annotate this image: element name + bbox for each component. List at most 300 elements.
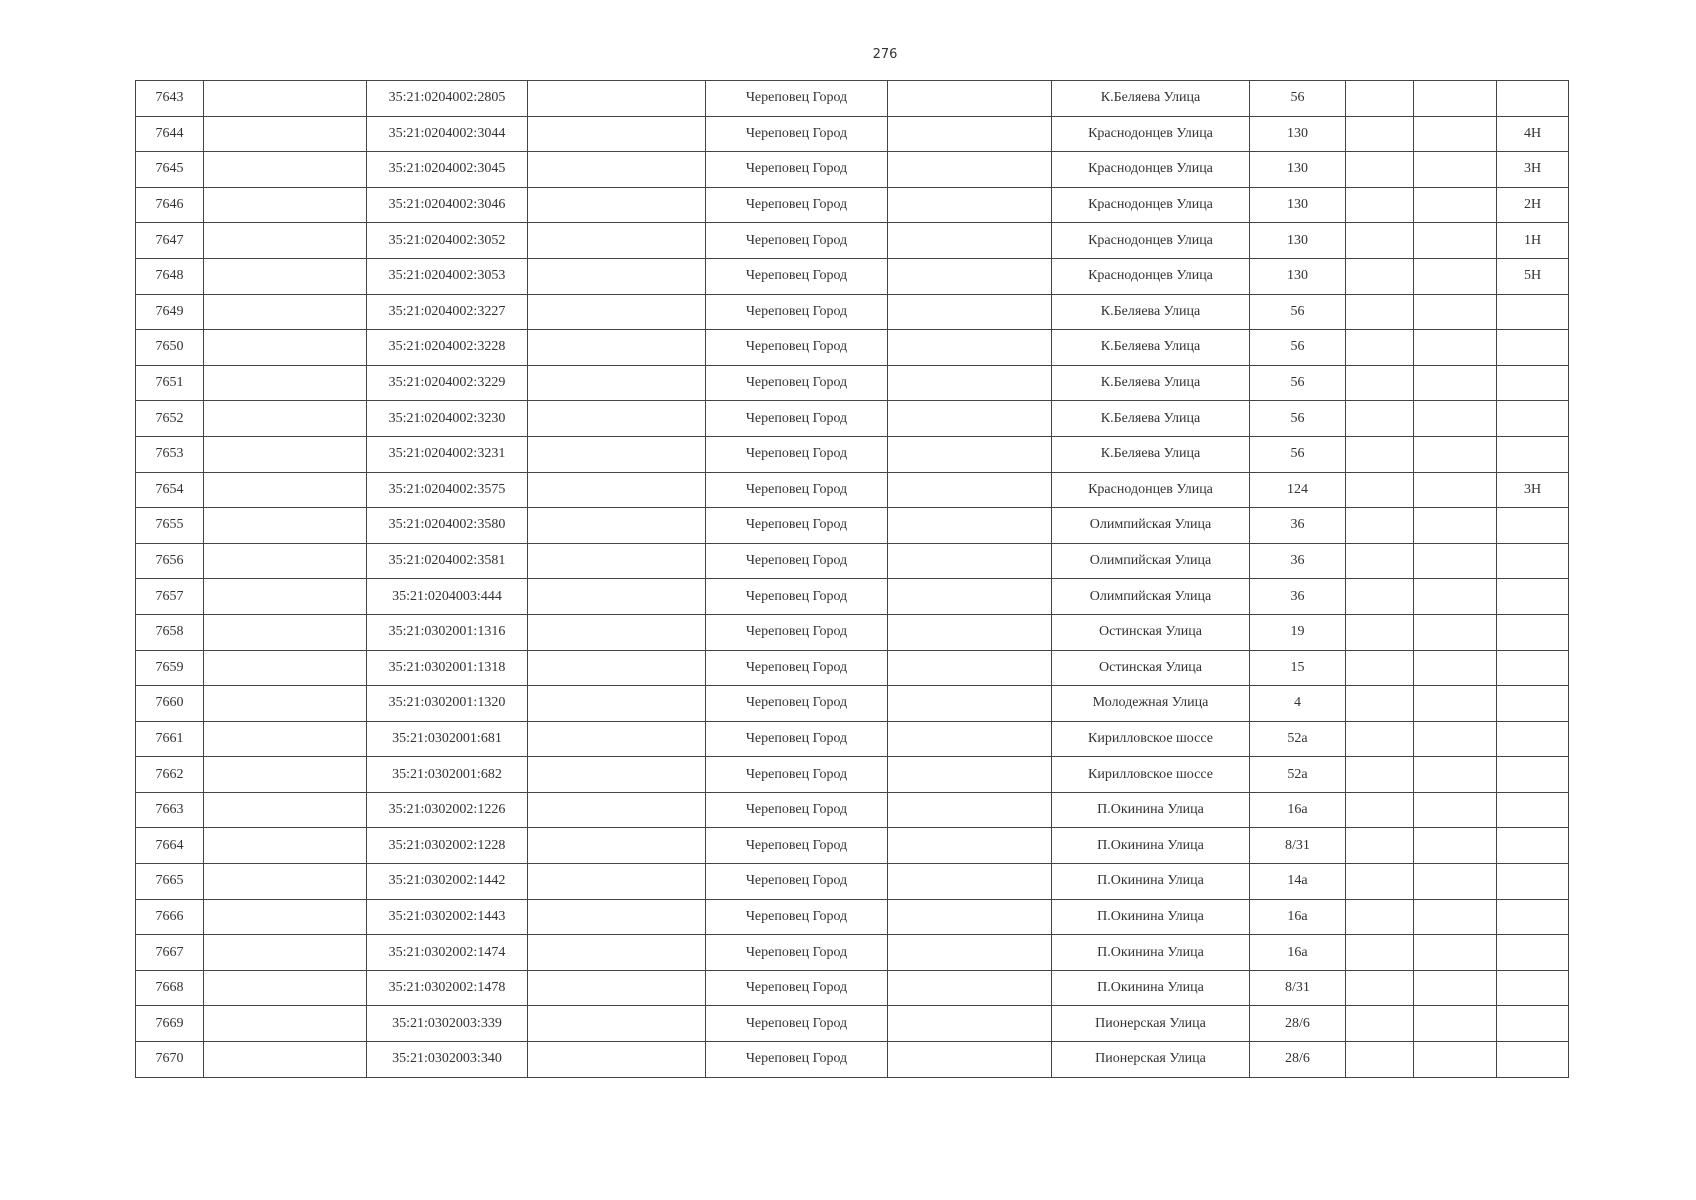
house-number-cell: 8/31 bbox=[1250, 828, 1346, 864]
empty-cell bbox=[528, 543, 706, 579]
street-cell: П.Окинина Улица bbox=[1052, 792, 1250, 828]
premises-cell bbox=[1497, 508, 1569, 544]
row-number-cell: 7658 bbox=[136, 614, 204, 650]
empty-cell bbox=[204, 970, 367, 1006]
row-number-cell: 7670 bbox=[136, 1042, 204, 1078]
premises-cell bbox=[1497, 614, 1569, 650]
table-row bbox=[136, 614, 1569, 650]
premises-cell bbox=[1497, 864, 1569, 900]
empty-cell bbox=[1346, 116, 1414, 152]
empty-cell bbox=[528, 472, 706, 508]
table-row bbox=[136, 721, 1569, 757]
street-cell: Кирилловское шоссе bbox=[1052, 721, 1250, 757]
cadastral-number-cell: 35:21:0204002:3044 bbox=[367, 116, 528, 152]
street-cell: Краснодонцев Улица bbox=[1052, 258, 1250, 294]
empty-cell bbox=[888, 258, 1052, 294]
empty-cell bbox=[1414, 543, 1497, 579]
house-number-cell: 130 bbox=[1250, 152, 1346, 188]
city-cell: Череповец Город bbox=[706, 472, 888, 508]
empty-cell bbox=[888, 294, 1052, 330]
table-row bbox=[136, 330, 1569, 366]
street-cell: К.Беляева Улица bbox=[1052, 365, 1250, 401]
city-cell: Череповец Город bbox=[706, 899, 888, 935]
street-cell: Молодежная Улица bbox=[1052, 686, 1250, 722]
house-number-cell: 16а bbox=[1250, 899, 1346, 935]
street-cell: Краснодонцев Улица bbox=[1052, 116, 1250, 152]
empty-cell bbox=[888, 81, 1052, 117]
empty-cell bbox=[888, 330, 1052, 366]
city-cell: Череповец Город bbox=[706, 223, 888, 259]
empty-cell bbox=[1414, 935, 1497, 971]
table-row bbox=[136, 935, 1569, 971]
empty-cell bbox=[888, 436, 1052, 472]
empty-cell bbox=[1346, 187, 1414, 223]
cadastral-number-cell: 35:21:0204002:3575 bbox=[367, 472, 528, 508]
empty-cell bbox=[204, 935, 367, 971]
empty-cell bbox=[528, 508, 706, 544]
empty-cell bbox=[888, 472, 1052, 508]
empty-cell bbox=[1414, 116, 1497, 152]
row-number-cell: 7667 bbox=[136, 935, 204, 971]
house-number-cell: 36 bbox=[1250, 579, 1346, 615]
empty-cell bbox=[204, 365, 367, 401]
city-cell: Череповец Город bbox=[706, 187, 888, 223]
house-number-cell: 56 bbox=[1250, 330, 1346, 366]
empty-cell bbox=[1414, 864, 1497, 900]
city-cell: Череповец Город bbox=[706, 116, 888, 152]
table-row bbox=[136, 401, 1569, 437]
row-number-cell: 7646 bbox=[136, 187, 204, 223]
cadastral-number-cell: 35:21:0302001:681 bbox=[367, 721, 528, 757]
empty-cell bbox=[528, 330, 706, 366]
empty-cell bbox=[1414, 792, 1497, 828]
empty-cell bbox=[1346, 294, 1414, 330]
house-number-cell: 56 bbox=[1250, 401, 1346, 437]
house-number-cell: 56 bbox=[1250, 81, 1346, 117]
house-number-cell: 124 bbox=[1250, 472, 1346, 508]
empty-cell bbox=[888, 757, 1052, 793]
empty-cell bbox=[1346, 579, 1414, 615]
empty-cell bbox=[1346, 792, 1414, 828]
table-row bbox=[136, 686, 1569, 722]
empty-cell bbox=[888, 508, 1052, 544]
premises-cell bbox=[1497, 543, 1569, 579]
empty-cell bbox=[204, 152, 367, 188]
city-cell: Череповец Город bbox=[706, 721, 888, 757]
empty-cell bbox=[528, 1006, 706, 1042]
table-row bbox=[136, 436, 1569, 472]
cadastral-number-cell: 35:21:0204002:3046 bbox=[367, 187, 528, 223]
premises-cell bbox=[1497, 828, 1569, 864]
empty-cell bbox=[1346, 899, 1414, 935]
table-row bbox=[136, 828, 1569, 864]
premises-cell bbox=[1497, 365, 1569, 401]
row-number-cell: 7649 bbox=[136, 294, 204, 330]
row-number-cell: 7655 bbox=[136, 508, 204, 544]
street-cell: Краснодонцев Улица bbox=[1052, 223, 1250, 259]
empty-cell bbox=[888, 187, 1052, 223]
empty-cell bbox=[204, 792, 367, 828]
row-number-cell: 7660 bbox=[136, 686, 204, 722]
cadastral-number-cell: 35:21:0302002:1442 bbox=[367, 864, 528, 900]
premises-cell bbox=[1497, 721, 1569, 757]
empty-cell bbox=[528, 152, 706, 188]
city-cell: Череповец Город bbox=[706, 436, 888, 472]
house-number-cell: 15 bbox=[1250, 650, 1346, 686]
cadastral-number-cell: 35:21:0204002:3581 bbox=[367, 543, 528, 579]
empty-cell bbox=[1414, 365, 1497, 401]
empty-cell bbox=[888, 686, 1052, 722]
empty-cell bbox=[888, 899, 1052, 935]
city-cell: Череповец Город bbox=[706, 614, 888, 650]
house-number-cell: 130 bbox=[1250, 116, 1346, 152]
cadastral-number-cell: 35:21:0204002:3228 bbox=[367, 330, 528, 366]
row-number-cell: 7662 bbox=[136, 757, 204, 793]
row-number-cell: 7650 bbox=[136, 330, 204, 366]
cadastral-number-cell: 35:21:0302002:1443 bbox=[367, 899, 528, 935]
empty-cell bbox=[204, 757, 367, 793]
row-number-cell: 7668 bbox=[136, 970, 204, 1006]
premises-cell: 4Н bbox=[1497, 116, 1569, 152]
street-cell: Пионерская Улица bbox=[1052, 1042, 1250, 1078]
empty-cell bbox=[1346, 436, 1414, 472]
house-number-cell: 52а bbox=[1250, 757, 1346, 793]
empty-cell bbox=[528, 721, 706, 757]
city-cell: Череповец Город bbox=[706, 365, 888, 401]
empty-cell bbox=[528, 223, 706, 259]
table-row bbox=[136, 116, 1569, 152]
house-number-cell: 8/31 bbox=[1250, 970, 1346, 1006]
city-cell: Череповец Город bbox=[706, 828, 888, 864]
city-cell: Череповец Город bbox=[706, 792, 888, 828]
cadastral-number-cell: 35:21:0204002:3227 bbox=[367, 294, 528, 330]
row-number-cell: 7648 bbox=[136, 258, 204, 294]
table-row bbox=[136, 792, 1569, 828]
empty-cell bbox=[204, 401, 367, 437]
table-row bbox=[136, 472, 1569, 508]
empty-cell bbox=[528, 828, 706, 864]
city-cell: Череповец Город bbox=[706, 864, 888, 900]
empty-cell bbox=[204, 864, 367, 900]
premises-cell: 2Н bbox=[1497, 187, 1569, 223]
empty-cell bbox=[1414, 828, 1497, 864]
house-number-cell: 56 bbox=[1250, 294, 1346, 330]
empty-cell bbox=[204, 828, 367, 864]
empty-cell bbox=[528, 970, 706, 1006]
empty-cell bbox=[204, 899, 367, 935]
empty-cell bbox=[528, 899, 706, 935]
city-cell: Череповец Город bbox=[706, 1042, 888, 1078]
empty-cell bbox=[528, 579, 706, 615]
empty-cell bbox=[204, 223, 367, 259]
empty-cell bbox=[1414, 401, 1497, 437]
empty-cell bbox=[1414, 970, 1497, 1006]
empty-cell bbox=[888, 970, 1052, 1006]
empty-cell bbox=[888, 864, 1052, 900]
empty-cell bbox=[1346, 935, 1414, 971]
house-number-cell: 130 bbox=[1250, 258, 1346, 294]
street-cell: К.Беляева Улица bbox=[1052, 401, 1250, 437]
row-number-cell: 7657 bbox=[136, 579, 204, 615]
empty-cell bbox=[1414, 899, 1497, 935]
street-cell: Краснодонцев Улица bbox=[1052, 152, 1250, 188]
table-row bbox=[136, 899, 1569, 935]
empty-cell bbox=[888, 223, 1052, 259]
row-number-cell: 7652 bbox=[136, 401, 204, 437]
premises-cell: 3Н bbox=[1497, 472, 1569, 508]
empty-cell bbox=[1414, 508, 1497, 544]
cadastral-number-cell: 35:21:0302001:1318 bbox=[367, 650, 528, 686]
premises-cell bbox=[1497, 935, 1569, 971]
table-row bbox=[136, 365, 1569, 401]
empty-cell bbox=[1346, 1006, 1414, 1042]
empty-cell bbox=[528, 294, 706, 330]
house-number-cell: 36 bbox=[1250, 508, 1346, 544]
empty-cell bbox=[1346, 508, 1414, 544]
premises-cell bbox=[1497, 294, 1569, 330]
cadastral-number-cell: 35:21:0204002:3231 bbox=[367, 436, 528, 472]
empty-cell bbox=[1414, 223, 1497, 259]
table-row bbox=[136, 81, 1569, 117]
street-cell: Краснодонцев Улица bbox=[1052, 472, 1250, 508]
cadastral-number-cell: 35:21:0302002:1226 bbox=[367, 792, 528, 828]
empty-cell bbox=[1414, 579, 1497, 615]
empty-cell bbox=[528, 864, 706, 900]
city-cell: Череповец Город bbox=[706, 579, 888, 615]
city-cell: Череповец Город bbox=[706, 970, 888, 1006]
city-cell: Череповец Город bbox=[706, 543, 888, 579]
premises-cell bbox=[1497, 401, 1569, 437]
street-cell: Олимпийская Улица bbox=[1052, 543, 1250, 579]
empty-cell bbox=[204, 294, 367, 330]
premises-cell: 3Н bbox=[1497, 152, 1569, 188]
table-row bbox=[136, 650, 1569, 686]
empty-cell bbox=[1346, 757, 1414, 793]
row-number-cell: 7664 bbox=[136, 828, 204, 864]
cadastral-number-cell: 35:21:0302001:1316 bbox=[367, 614, 528, 650]
empty-cell bbox=[1346, 828, 1414, 864]
cadastral-number-cell: 35:21:0204002:3053 bbox=[367, 258, 528, 294]
empty-cell bbox=[1346, 864, 1414, 900]
empty-cell bbox=[528, 81, 706, 117]
empty-cell bbox=[1346, 472, 1414, 508]
table-row bbox=[136, 508, 1569, 544]
empty-cell bbox=[1414, 436, 1497, 472]
empty-cell bbox=[204, 1042, 367, 1078]
city-cell: Череповец Город bbox=[706, 1006, 888, 1042]
street-cell: П.Окинина Улица bbox=[1052, 828, 1250, 864]
premises-cell bbox=[1497, 579, 1569, 615]
house-number-cell: 52а bbox=[1250, 721, 1346, 757]
empty-cell bbox=[1346, 721, 1414, 757]
empty-cell bbox=[1414, 650, 1497, 686]
empty-cell bbox=[204, 330, 367, 366]
street-cell: Остинская Улица bbox=[1052, 650, 1250, 686]
street-cell: Пионерская Улица bbox=[1052, 1006, 1250, 1042]
premises-cell bbox=[1497, 757, 1569, 793]
table-row bbox=[136, 294, 1569, 330]
street-cell: К.Беляева Улица bbox=[1052, 81, 1250, 117]
empty-cell bbox=[1414, 152, 1497, 188]
street-cell: Кирилловское шоссе bbox=[1052, 757, 1250, 793]
empty-cell bbox=[204, 187, 367, 223]
registry-table bbox=[135, 80, 1569, 1078]
street-cell: П.Окинина Улица bbox=[1052, 935, 1250, 971]
empty-cell bbox=[1346, 401, 1414, 437]
empty-cell bbox=[888, 365, 1052, 401]
empty-cell bbox=[888, 935, 1052, 971]
row-number-cell: 7654 bbox=[136, 472, 204, 508]
empty-cell bbox=[204, 686, 367, 722]
city-cell: Череповец Город bbox=[706, 686, 888, 722]
cadastral-number-cell: 35:21:0302003:340 bbox=[367, 1042, 528, 1078]
house-number-cell: 130 bbox=[1250, 223, 1346, 259]
premises-cell bbox=[1497, 686, 1569, 722]
city-cell: Череповец Город bbox=[706, 401, 888, 437]
row-number-cell: 7659 bbox=[136, 650, 204, 686]
empty-cell bbox=[1414, 1042, 1497, 1078]
empty-cell bbox=[528, 187, 706, 223]
row-number-cell: 7656 bbox=[136, 543, 204, 579]
empty-cell bbox=[1346, 650, 1414, 686]
empty-cell bbox=[888, 792, 1052, 828]
table-row bbox=[136, 970, 1569, 1006]
premises-cell bbox=[1497, 650, 1569, 686]
city-cell: Череповец Город bbox=[706, 330, 888, 366]
row-number-cell: 7651 bbox=[136, 365, 204, 401]
house-number-cell: 130 bbox=[1250, 187, 1346, 223]
cadastral-number-cell: 35:21:0204002:3045 bbox=[367, 152, 528, 188]
cadastral-number-cell: 35:21:0204002:3580 bbox=[367, 508, 528, 544]
table-row bbox=[136, 223, 1569, 259]
table-row bbox=[136, 1006, 1569, 1042]
empty-cell bbox=[204, 650, 367, 686]
premises-cell bbox=[1497, 899, 1569, 935]
empty-cell bbox=[1414, 330, 1497, 366]
empty-cell bbox=[528, 792, 706, 828]
page-number: 276 bbox=[872, 47, 898, 62]
empty-cell bbox=[1414, 686, 1497, 722]
empty-cell bbox=[1346, 970, 1414, 1006]
house-number-cell: 56 bbox=[1250, 365, 1346, 401]
cadastral-number-cell: 35:21:0204002:3230 bbox=[367, 401, 528, 437]
house-number-cell: 4 bbox=[1250, 686, 1346, 722]
premises-cell bbox=[1497, 970, 1569, 1006]
row-number-cell: 7647 bbox=[136, 223, 204, 259]
empty-cell bbox=[528, 1042, 706, 1078]
empty-cell bbox=[888, 1006, 1052, 1042]
street-cell: Остинская Улица bbox=[1052, 614, 1250, 650]
empty-cell bbox=[1414, 472, 1497, 508]
empty-cell bbox=[528, 116, 706, 152]
cadastral-number-cell: 35:21:0204003:444 bbox=[367, 579, 528, 615]
row-number-cell: 7643 bbox=[136, 81, 204, 117]
table-row bbox=[136, 543, 1569, 579]
city-cell: Череповец Город bbox=[706, 258, 888, 294]
house-number-cell: 16а bbox=[1250, 792, 1346, 828]
empty-cell bbox=[528, 650, 706, 686]
house-number-cell: 56 bbox=[1250, 436, 1346, 472]
empty-cell bbox=[888, 614, 1052, 650]
row-number-cell: 7653 bbox=[136, 436, 204, 472]
street-cell: Олимпийская Улица bbox=[1052, 579, 1250, 615]
street-cell: П.Окинина Улица bbox=[1052, 970, 1250, 1006]
empty-cell bbox=[204, 508, 367, 544]
empty-cell bbox=[528, 686, 706, 722]
city-cell: Череповец Город bbox=[706, 757, 888, 793]
city-cell: Череповец Город bbox=[706, 81, 888, 117]
empty-cell bbox=[1414, 81, 1497, 117]
table-row bbox=[136, 864, 1569, 900]
empty-cell bbox=[204, 721, 367, 757]
empty-cell bbox=[1414, 294, 1497, 330]
premises-cell bbox=[1497, 81, 1569, 117]
city-cell: Череповец Город bbox=[706, 152, 888, 188]
empty-cell bbox=[1346, 223, 1414, 259]
empty-cell bbox=[1346, 543, 1414, 579]
empty-cell bbox=[528, 757, 706, 793]
street-cell: Краснодонцев Улица bbox=[1052, 187, 1250, 223]
table-row bbox=[136, 152, 1569, 188]
table-row bbox=[136, 258, 1569, 294]
empty-cell bbox=[528, 401, 706, 437]
empty-cell bbox=[1414, 1006, 1497, 1042]
empty-cell bbox=[528, 935, 706, 971]
empty-cell bbox=[1346, 330, 1414, 366]
registry-table-body bbox=[136, 81, 1569, 1078]
house-number-cell: 28/6 bbox=[1250, 1006, 1346, 1042]
row-number-cell: 7644 bbox=[136, 116, 204, 152]
empty-cell bbox=[1346, 258, 1414, 294]
street-cell: К.Беляева Улица bbox=[1052, 436, 1250, 472]
empty-cell bbox=[1346, 686, 1414, 722]
street-cell: П.Окинина Улица bbox=[1052, 864, 1250, 900]
empty-cell bbox=[204, 472, 367, 508]
row-number-cell: 7665 bbox=[136, 864, 204, 900]
house-number-cell: 14а bbox=[1250, 864, 1346, 900]
street-cell: К.Беляева Улица bbox=[1052, 330, 1250, 366]
street-cell: Олимпийская Улица bbox=[1052, 508, 1250, 544]
premises-cell bbox=[1497, 1042, 1569, 1078]
city-cell: Череповец Город bbox=[706, 650, 888, 686]
empty-cell bbox=[204, 1006, 367, 1042]
empty-cell bbox=[888, 828, 1052, 864]
empty-cell bbox=[1346, 614, 1414, 650]
cadastral-number-cell: 35:21:0302003:339 bbox=[367, 1006, 528, 1042]
city-cell: Череповец Город bbox=[706, 935, 888, 971]
house-number-cell: 28/6 bbox=[1250, 1042, 1346, 1078]
table-row bbox=[136, 187, 1569, 223]
empty-cell bbox=[204, 116, 367, 152]
row-number-cell: 7661 bbox=[136, 721, 204, 757]
premises-cell: 1Н bbox=[1497, 223, 1569, 259]
row-number-cell: 7666 bbox=[136, 899, 204, 935]
empty-cell bbox=[1414, 187, 1497, 223]
table-row bbox=[136, 757, 1569, 793]
empty-cell bbox=[888, 579, 1052, 615]
empty-cell bbox=[528, 258, 706, 294]
row-number-cell: 7669 bbox=[136, 1006, 204, 1042]
row-number-cell: 7645 bbox=[136, 152, 204, 188]
house-number-cell: 36 bbox=[1250, 543, 1346, 579]
cadastral-number-cell: 35:21:0302002:1228 bbox=[367, 828, 528, 864]
cadastral-number-cell: 35:21:0302001:1320 bbox=[367, 686, 528, 722]
empty-cell bbox=[888, 721, 1052, 757]
empty-cell bbox=[1346, 152, 1414, 188]
empty-cell bbox=[888, 543, 1052, 579]
street-cell: К.Беляева Улица bbox=[1052, 294, 1250, 330]
city-cell: Череповец Город bbox=[706, 294, 888, 330]
